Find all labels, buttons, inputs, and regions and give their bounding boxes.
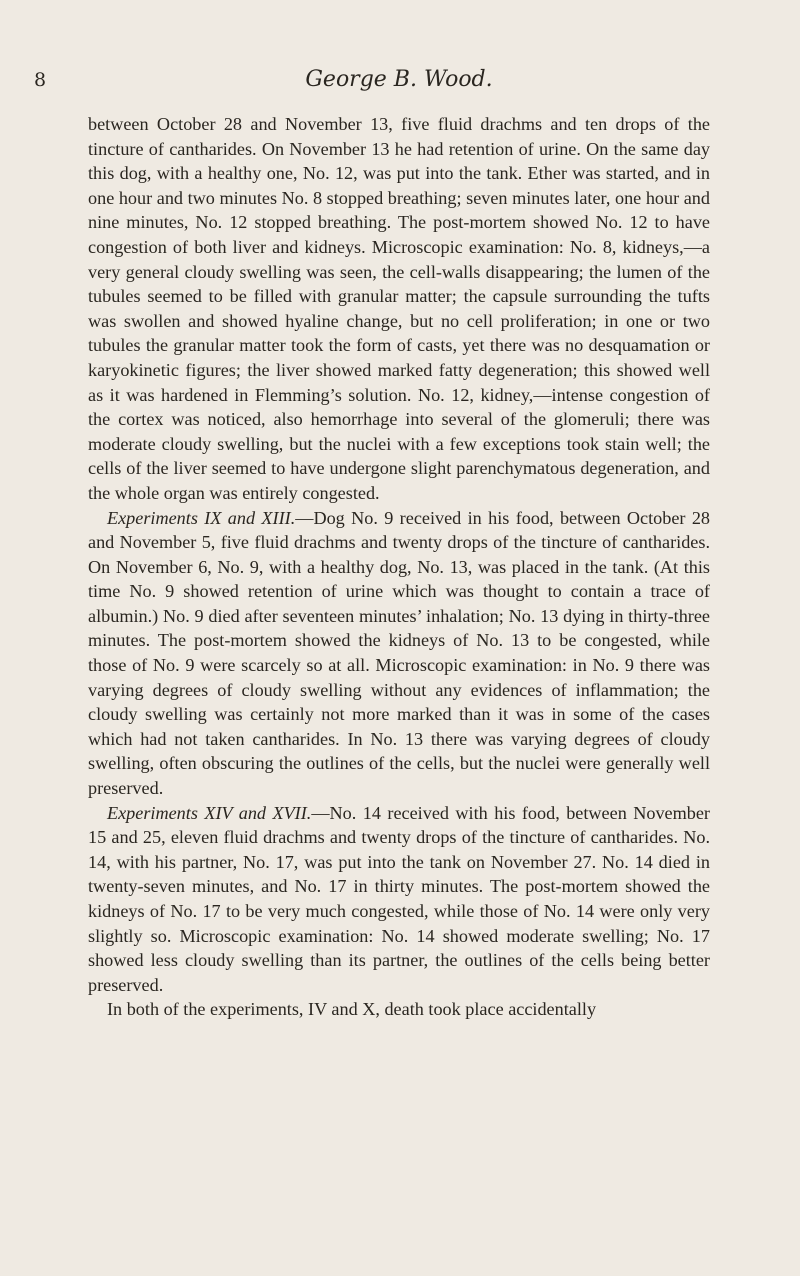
page-header <box>34 67 710 98</box>
running-head: George B. Wood. <box>305 67 493 92</box>
experiment-heading: Experiments XIV and XVII. <box>107 802 312 823</box>
paragraph-experiments-ix-xiii <box>88 506 710 801</box>
paragraph-continuation: between October 28 and November 13, five fluid drachms and ten drops of the tincture of cantharides. On November 13 he had retention of urine. On the same day this dog, with a healthy one, No. 12, was put into the tank. Ether was started, and in one hour and two minutes No. 8 stopped breathing; seven minutes later, one hour and nine minutes, No. 12 stopped breathing. The post-mortem showed No. 12 to have congestion of both liver and kidneys. Microscopic examination: No. 8, kidneys,—a very general cloudy swelling was seen, the cell-walls disappearing; the lumen of the tubules seemed to be filled with granular matter; the capsule surrounding the tufts was swollen and showed hyaline change, but no cell proliferation; in one or two tubules the granular matter took the form of casts, yet there was no desquamation or karyokinetic figures; the liver showed marked fatty degeneration; this showed well as it was hardened in Flemming’s solution. No. 12, kidney,—intense congestion of the cortex was noticed, also hemorrhage into several of the glomeruli; there was moderate cloudy swelling, but the nuclei with a few exceptions took stain well; the cells of the liver seemed to have undergone slight parenchymatous degeneration, and the whole organ was entirely congested. <box>88 114 710 503</box>
paragraph-final: In both of the experiments, IV and X, death took place accidentally <box>107 999 597 1020</box>
page-number: 8 <box>34 69 47 91</box>
paragraph-text: —No. 14 received with his food, between November 15 and 25, eleven fluid drachms and twenty drops of the tincture of cantharides. No. 14, with his partner, No. 17, was put into the tank on November 27. No. 14 died in twenty-seven minutes, and No. 17 in thirty minutes. The post-mortem showed the kidneys of No. 17 to be very much congested, while those of No. 14 were only very slightly so. Microscopic examination: No. 14 showed moderate swelling; No. 17 showed less cloudy swelling than its partner, the outlines of the cells being better preserved. <box>88 802 710 995</box>
experiment-heading: Experiments IX and XIII. <box>107 507 296 528</box>
paragraph-experiments-xiv-xvii <box>88 801 710 998</box>
paragraph-text: —Dog No. 9 received in his food, between October 28 and November 5, five fluid drachms and twenty drops of the tincture of cantharides. On November 6, No. 9, with a healthy dog, No. 13, was placed in the tank. (At this time No. 9 showed retention of urine which was thought to contain a trace of albumin.) No. 9 died after seventeen minutes’ inhalation; No. 13 dying in thirty-three minutes. The post-mortem showed the kidneys of No. 13 to be congested, while those of No. 9 were scarcely so at all. Microscopic examination: in No. 9 there was varying degrees of cloudy swelling without any evidences of inflammation; the cloudy swelling was certainly not more marked than it was in some of the cases which had not taken cantharides. In No. 13 there was varying degrees of cloudy swelling, often obscuring the outlines of the cells, but the nuclei were generally well preserved. <box>88 507 711 799</box>
body-text <box>88 112 710 1022</box>
